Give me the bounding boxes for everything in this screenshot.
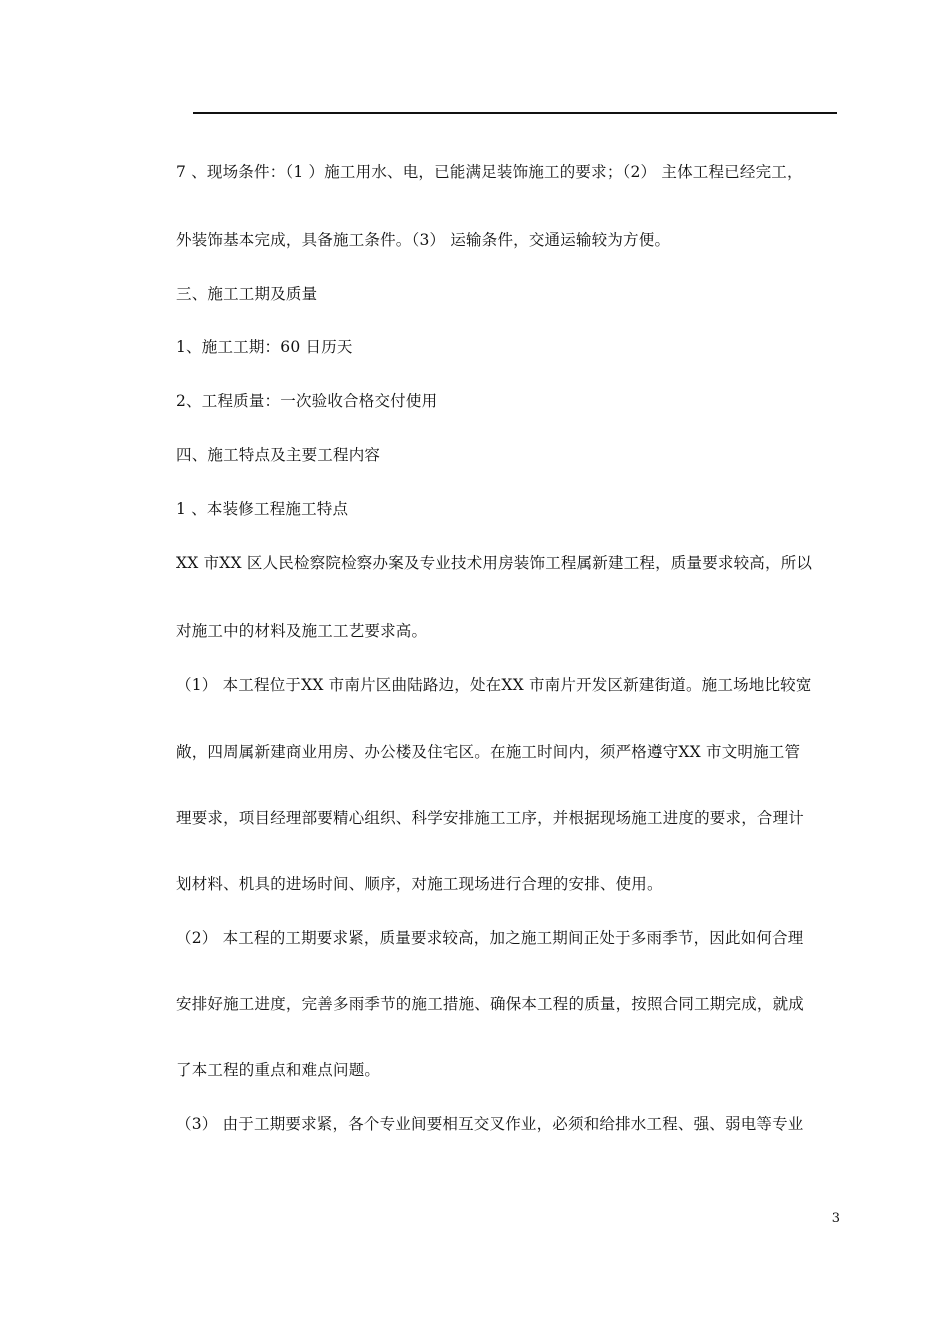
page-number: 3	[831, 1211, 840, 1226]
paragraph-line: 理要求，项目经理部要精心组织、科学安排施工工序，并根据现场施工进度的要求，合理计	[176, 809, 805, 827]
subsection-heading: 1 、本装修工程施工特点	[176, 500, 349, 518]
paragraph-line: 安排好施工进度，完善多雨季节的施工措施、确保本工程的质量，按照合同工期完成，就成	[176, 995, 805, 1013]
paragraph-line: 划材料、机具的进场时间、顺序，对施工现场进行合理的安排、使用。	[176, 875, 663, 893]
section-heading: 四、施工特点及主要工程内容	[176, 446, 381, 464]
section-heading: 三、施工工期及质量	[176, 285, 318, 303]
paragraph-line: （1） 本工程位于XX 市南片区曲陆路边，处在XX 市南片开发区新建街道。施工场地比较宽	[176, 676, 812, 694]
paragraph-line: （2） 本工程的工期要求紧，质量要求较高，加之施工期间正处于多雨季节，因此如何合理	[176, 929, 804, 947]
paragraph-line: 2、工程质量：一次验收合格交付使用	[176, 392, 438, 410]
paragraph-line: 7 、现场条件：（1 ）施工用水、电，已能满足装饰施工的要求；（2） 主体工程已经完工，	[176, 163, 803, 181]
paragraph-line: 了本工程的重点和难点问题。	[176, 1061, 381, 1079]
paragraph-line: 外装饰基本完成，具备施工条件。（3） 运输条件，交通运输较为方便。	[176, 231, 671, 249]
paragraph-line: （3） 由于工期要求紧，各个专业间要相互交叉作业，必须和给排水工程、强、弱电等专业	[176, 1115, 804, 1133]
header-rule	[193, 112, 837, 114]
paragraph-line: 对施工中的材料及施工工艺要求高。	[176, 622, 428, 640]
paragraph-line: 敞，四周属新建商业用房、办公楼及住宅区。在施工时间内，须严格遵守XX 市文明施工管	[176, 743, 801, 761]
paragraph-line: 1、施工工期：60 日历天	[176, 338, 353, 356]
paragraph-line: XX 市XX 区人民检察院检察办案及专业技术用房装饰工程属新建工程，质量要求较高，所以	[176, 554, 813, 572]
